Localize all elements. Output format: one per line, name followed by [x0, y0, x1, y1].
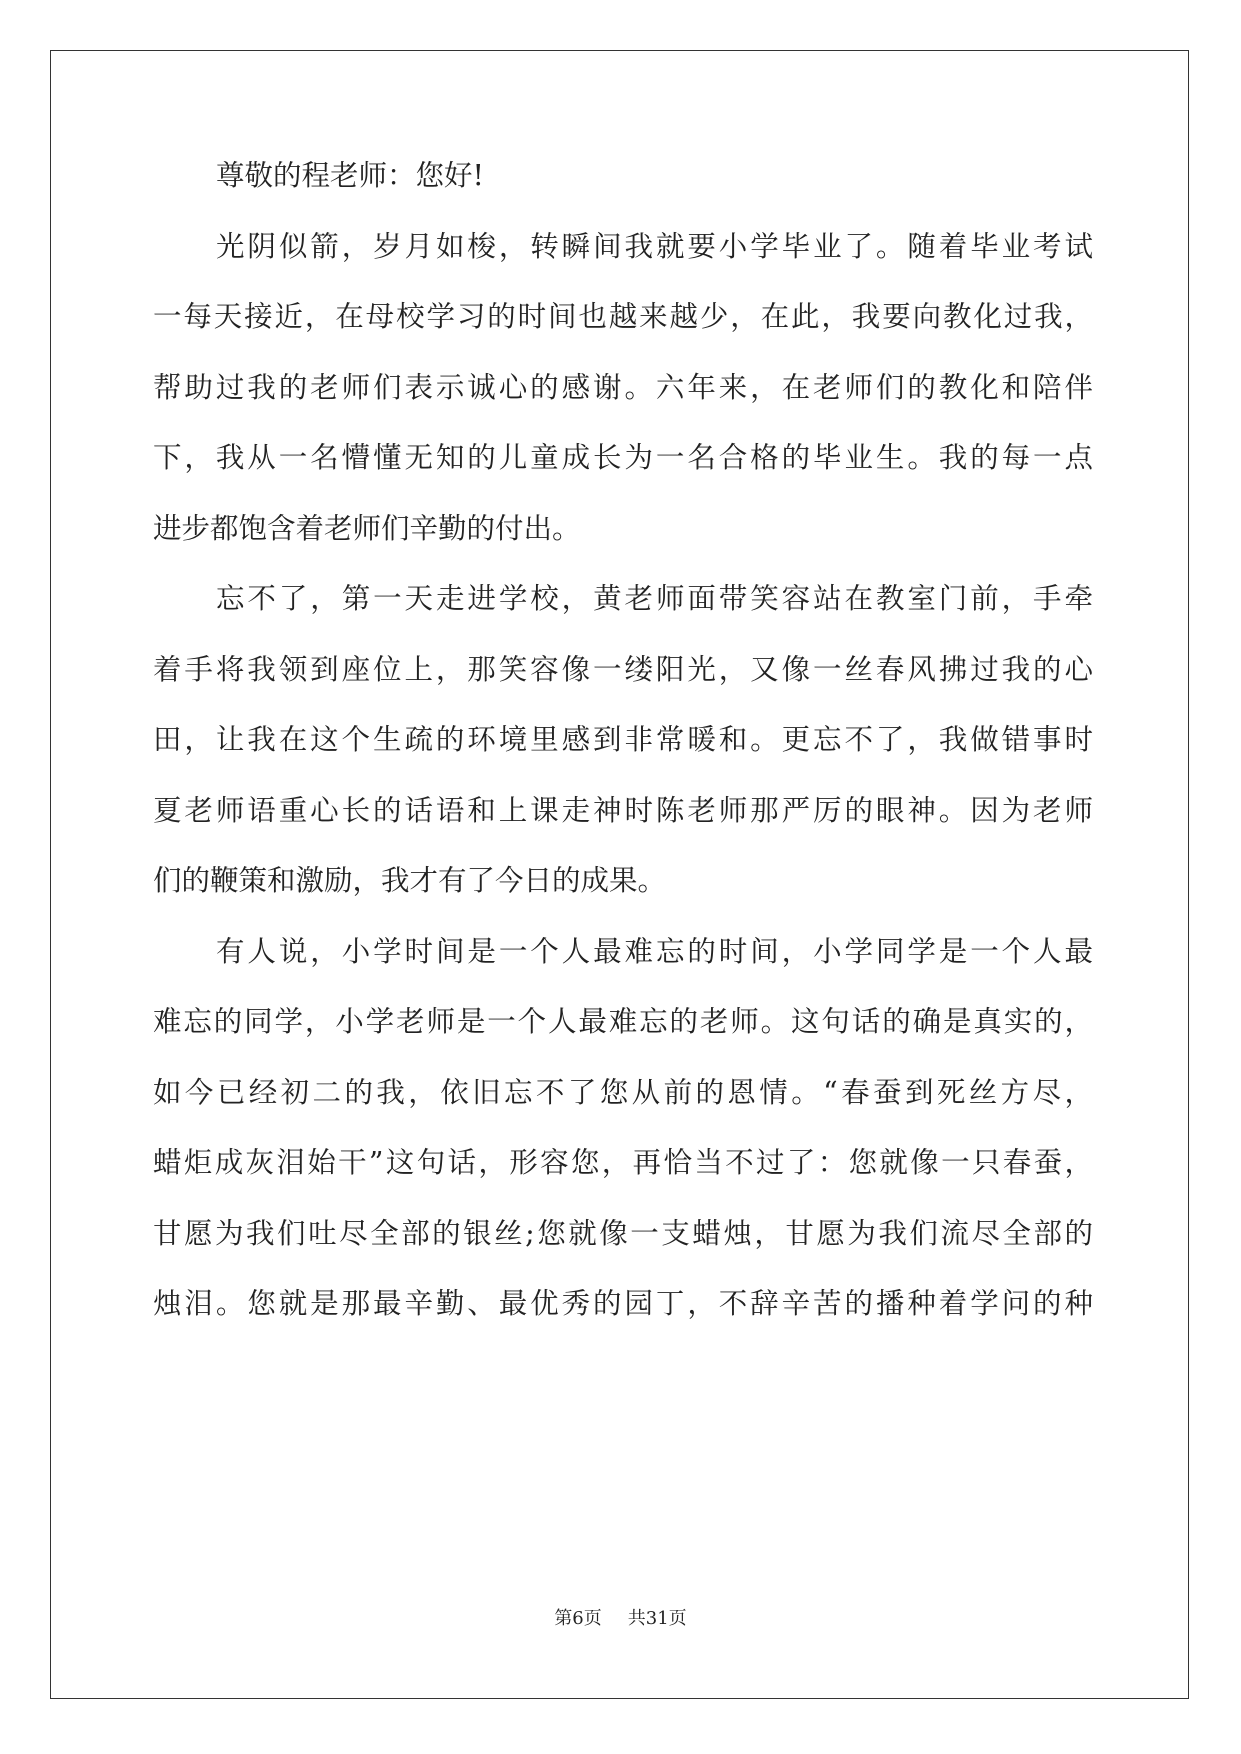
body-line: 们的鞭策和激励，我才有了今日的成果。 [153, 864, 667, 897]
body-line: 田，让我在这个生疏的环境里感到非常暖和。更忘不了，我做错事时 [153, 723, 1093, 756]
body-line: 夏老师语重心长的话语和上课走神时陈老师那严厉的眼神。因为老师 [153, 794, 1093, 827]
body-line: 蜡炬成灰泪始干”这句话，形容您，再恰当不过了：您就像一只春蚕， [153, 1146, 1093, 1179]
body-line: 着手将我领到座位上，那笑容像一缕阳光，又像一丝春风拂过我的心 [153, 653, 1093, 686]
body-line: 光阴似箭，岁月如梭，转瞬间我就要小学毕业了。随着毕业考试 [216, 230, 1093, 263]
page-footer [0, 1604, 1241, 1630]
body-line: 难忘的同学，小学老师是一个人最难忘的老师。这句话的确是真实的， [153, 1005, 1093, 1038]
body-line: 进步都饱含着老师们辛勤的付出。 [153, 512, 581, 545]
body-line: 甘愿为我们吐尽全部的银丝;您就像一支蜡烛，甘愿为我们流尽全部的 [153, 1217, 1093, 1250]
page-number: 第6页 [554, 1608, 602, 1629]
body-line: 下，我从一名懵懂无知的儿童成长为一名合格的毕业生。我的每一点 [153, 441, 1093, 474]
body-line: 如今已经初二的我，依旧忘不了您从前的恩情。“春蚕到死丝方尽， [153, 1076, 1093, 1109]
salutation-line: 尊敬的程老师：您好! [216, 159, 484, 192]
body-line: 忘不了，第一天走进学校，黄老师面带笑容站在教室门前，手牵 [216, 582, 1093, 615]
body-line: 一每天接近，在母校学习的时间也越来越少，在此，我要向教化过我， [153, 300, 1093, 333]
total-pages: 共31页 [627, 1608, 687, 1629]
body-line: 有人说，小学时间是一个人最难忘的时间，小学同学是一个人最 [216, 935, 1093, 968]
body-line: 烛泪。您就是那最辛勤、最优秀的园丁，不辞辛苦的播种着学问的种 [153, 1287, 1093, 1320]
body-line: 帮助过我的老师们表示诚心的感谢。六年来，在老师们的教化和陪伴 [153, 371, 1093, 404]
